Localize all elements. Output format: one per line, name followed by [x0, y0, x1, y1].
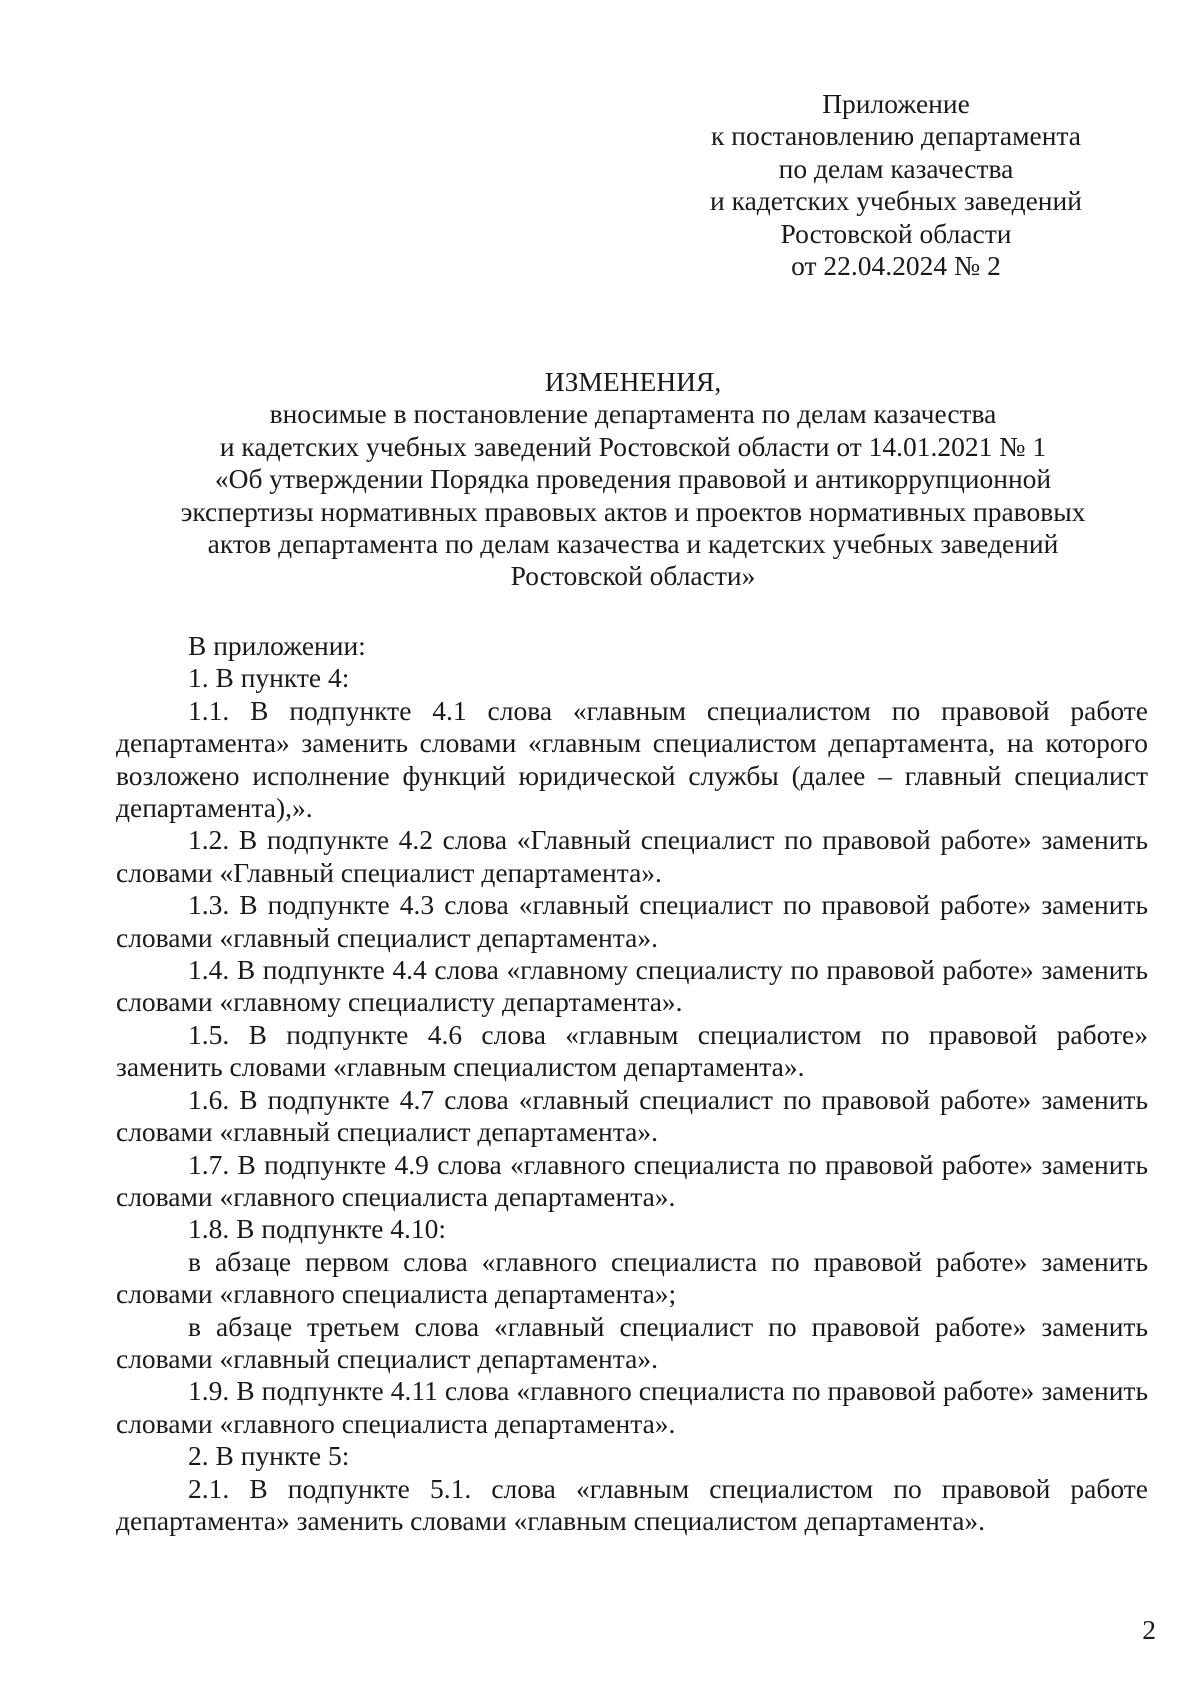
- appendix-line: Ростовской области: [780, 217, 1012, 249]
- body-paragraph: 1.3. В подпункте 4.3 слова «главный специалист по правовой работе» заменить словами «главный специалист департамента».: [116, 889, 1148, 953]
- title-line: Ростовской области»: [510, 560, 756, 592]
- body-paragraph: 1.9. В подпункте 4.11 слова «главного специалиста по правовой работе» заменить словами «главного специалиста департамента».: [116, 1375, 1148, 1439]
- body-paragraph: 2. В пункте 5:: [188, 1440, 350, 1472]
- appendix-line: от 22.04.2024 № 2: [791, 250, 1001, 282]
- title-line: экспертизы нормативных правовых актов и проектов нормативных правовых: [180, 495, 1086, 527]
- body-paragraph: 1.5. В подпункте 4.6 слова «главным специалистом по правовой работе» заменить словами «главным специалистом департамента».: [116, 1018, 1148, 1083]
- body-paragraph: в абзаце третьем слова «главный специалист по правовой работе» заменить словами «главный специалист департамента».: [116, 1310, 1148, 1374]
- appendix-line: Приложение: [822, 88, 970, 119]
- body-paragraph: В приложении:: [188, 630, 366, 661]
- title-heading: ИЗМЕНЕНИЯ,: [544, 366, 722, 397]
- body-paragraph: 1.1. В подпункте 4.1 слова «главным специалистом по правовой работе департамента» заменить словами «главным специалистом департамента, на которого возложено исполнение функций юридической службы (далее – главный специалист департамента),».: [116, 694, 1148, 824]
- page-number: 2: [1142, 1614, 1156, 1645]
- appendix-header: [666, 88, 1126, 282]
- title-line: и кадетских учебных заведений Ростовской области от 14.01.2021 № 1: [219, 430, 1047, 462]
- body-paragraph: 1.4. В подпункте 4.4 слова «главному специалисту по правовой работе» заменить словами «главному специалисту департамента».: [116, 954, 1148, 1018]
- title-line: актов департамента по делам казачества и кадетских учебных заведений: [207, 528, 1059, 560]
- document-body: [116, 630, 1148, 1537]
- appendix-line: и кадетских учебных заведений: [710, 185, 1082, 217]
- body-paragraph: 1.2. В подпункте 4.2 слова «Главный специалист по правовой работе» заменить словами «Главный специалист департамента».: [116, 824, 1148, 888]
- title-line: «Об утверждении Порядка проведения правовой и антикоррупционной: [214, 463, 1052, 495]
- body-paragraph: 2.1. В подпункте 5.1. слова «главным специалистом по правовой работе департамента» заменить словами «главным специалистом департамента».: [116, 1472, 1148, 1536]
- appendix-line: по делам казачества: [778, 152, 1014, 184]
- body-paragraph: 1. В пункте 4:: [188, 662, 350, 694]
- title-line: вносимые в постановление департамента по делам казачества: [269, 398, 997, 430]
- document-title: [118, 366, 1148, 593]
- appendix-line: к постановлению департамента: [711, 120, 1081, 152]
- body-paragraph: 1.6. В подпункте 4.7 слова «главный специалист по правовой работе» заменить словами «главный специалист департамента».: [116, 1083, 1148, 1148]
- body-paragraph: 1.8. В подпункте 4.10:: [188, 1213, 447, 1245]
- body-paragraph: в абзаце первом слова «главного специалиста по правовой работе» заменить словами «главного специалиста департамента»;: [116, 1245, 1148, 1310]
- body-paragraph: 1.7. В подпункте 4.9 слова «главного специалиста по правовой работе» заменить словами «главного специалиста департамента».: [116, 1148, 1148, 1212]
